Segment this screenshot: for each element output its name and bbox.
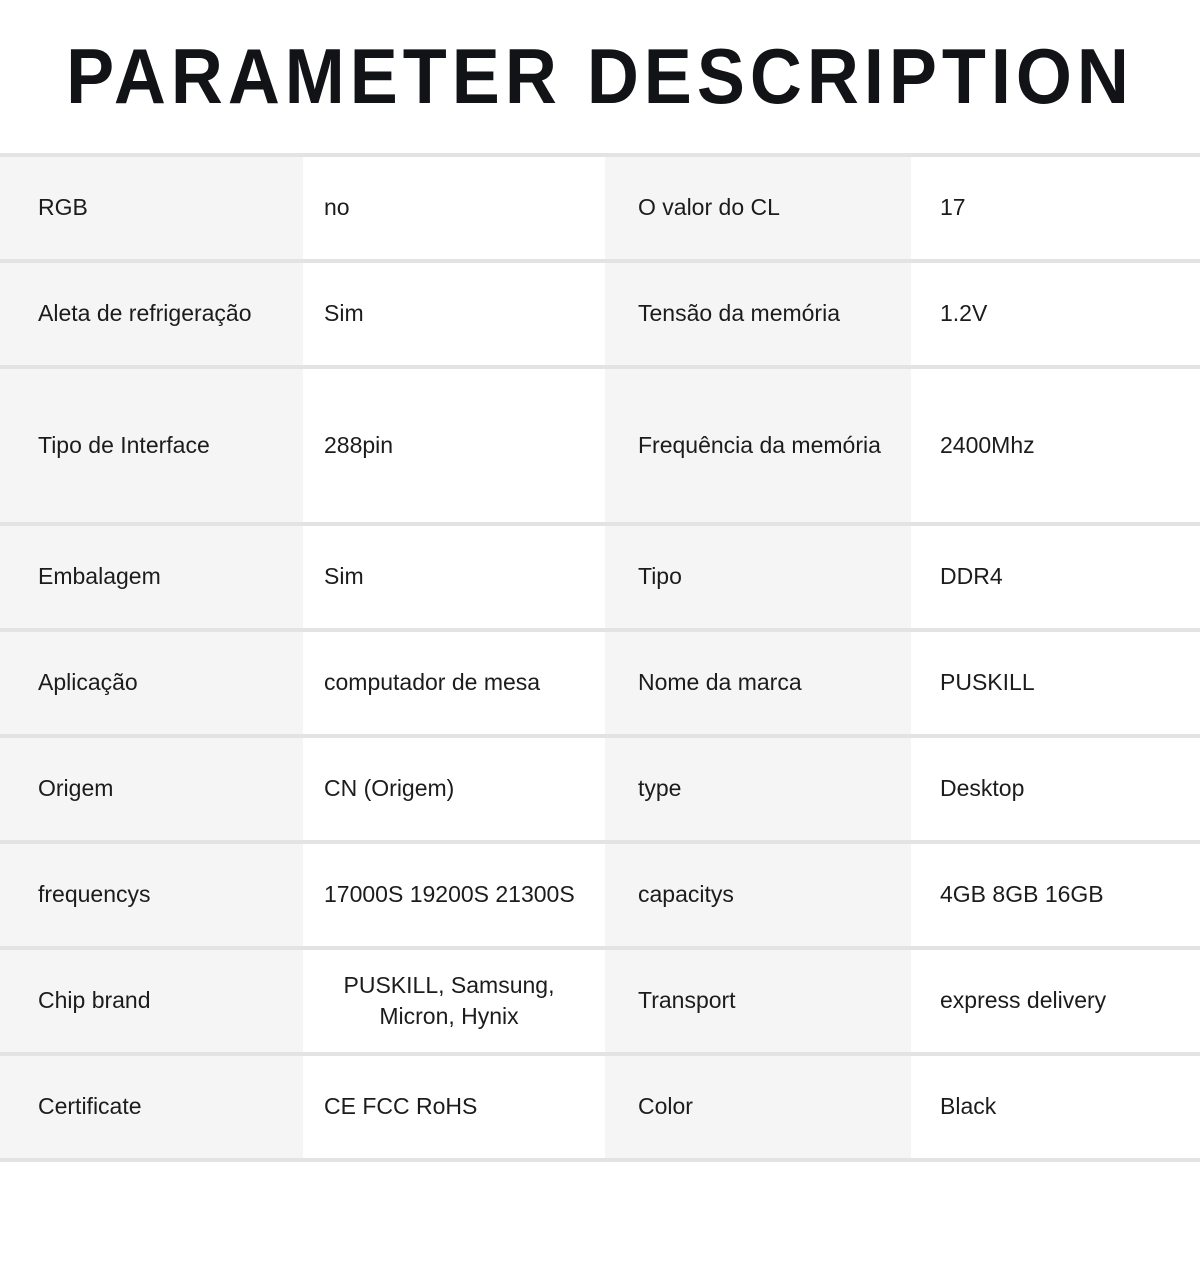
table-row bbox=[0, 369, 1200, 526]
spec-value-chip-brand: PUSKILL, Samsung, Micron, Hynix bbox=[303, 950, 605, 1052]
spec-label-certificate: Certificate bbox=[0, 1056, 303, 1158]
spec-value-certificate: CE FCC RoHS bbox=[303, 1056, 605, 1158]
spec-value-type: Desktop bbox=[911, 738, 1200, 840]
table-row bbox=[0, 157, 1200, 263]
spec-label-cl-value: O valor do CL bbox=[605, 157, 911, 259]
spec-value-cl-value: 17 bbox=[911, 157, 1200, 259]
spec-label-capacitys: capacitys bbox=[605, 844, 911, 946]
spec-label-tipo: Tipo bbox=[605, 526, 911, 628]
spec-value-brand-name: PUSKILL bbox=[911, 632, 1200, 734]
spec-label-frequency: Frequência da memória bbox=[605, 369, 911, 522]
spec-label-packaging: Embalagem bbox=[0, 526, 303, 628]
spec-value-transport: express delivery bbox=[911, 950, 1200, 1052]
spec-label-rgb: RGB bbox=[0, 157, 303, 259]
spec-label-transport: Transport bbox=[605, 950, 911, 1052]
spec-value-heatsink: Sim bbox=[303, 263, 605, 365]
table-row bbox=[0, 632, 1200, 738]
spec-label-heatsink: Aleta de refrigeração bbox=[0, 263, 303, 365]
spec-value-capacitys: 4GB 8GB 16GB bbox=[911, 844, 1200, 946]
header bbox=[0, 0, 1200, 153]
spec-label-chip-brand: Chip brand bbox=[0, 950, 303, 1052]
spec-value-packaging: Sim bbox=[303, 526, 605, 628]
table-row bbox=[0, 1056, 1200, 1162]
table-row bbox=[0, 263, 1200, 369]
spec-label-voltage: Tensão da memória bbox=[605, 263, 911, 365]
spec-value-origin: CN (Origem) bbox=[303, 738, 605, 840]
page-title: PARAMETER DESCRIPTION bbox=[66, 33, 1134, 120]
spec-label-color: Color bbox=[605, 1056, 911, 1158]
table-row bbox=[0, 526, 1200, 632]
table-row bbox=[0, 844, 1200, 950]
spec-label-brand-name: Nome da marca bbox=[605, 632, 911, 734]
spec-value-color: Black bbox=[911, 1056, 1200, 1158]
spec-value-voltage: 1.2V bbox=[911, 263, 1200, 365]
spec-value-tipo: DDR4 bbox=[911, 526, 1200, 628]
spec-value-interface: 288pin bbox=[303, 369, 605, 522]
spec-label-frequencys: frequencys bbox=[0, 844, 303, 946]
spec-value-rgb: no bbox=[303, 157, 605, 259]
spec-value-application: computador de mesa bbox=[303, 632, 605, 734]
spec-value-frequency: 2400Mhz bbox=[911, 369, 1200, 522]
table-row bbox=[0, 738, 1200, 844]
spec-label-origin: Origem bbox=[0, 738, 303, 840]
spec-value-frequencys: 17000S 19200S 21300S bbox=[303, 844, 605, 946]
spec-label-type: type bbox=[605, 738, 911, 840]
spec-table bbox=[0, 153, 1200, 1162]
spec-label-interface: Tipo de Interface bbox=[0, 369, 303, 522]
spec-label-application: Aplicação bbox=[0, 632, 303, 734]
table-row bbox=[0, 950, 1200, 1056]
